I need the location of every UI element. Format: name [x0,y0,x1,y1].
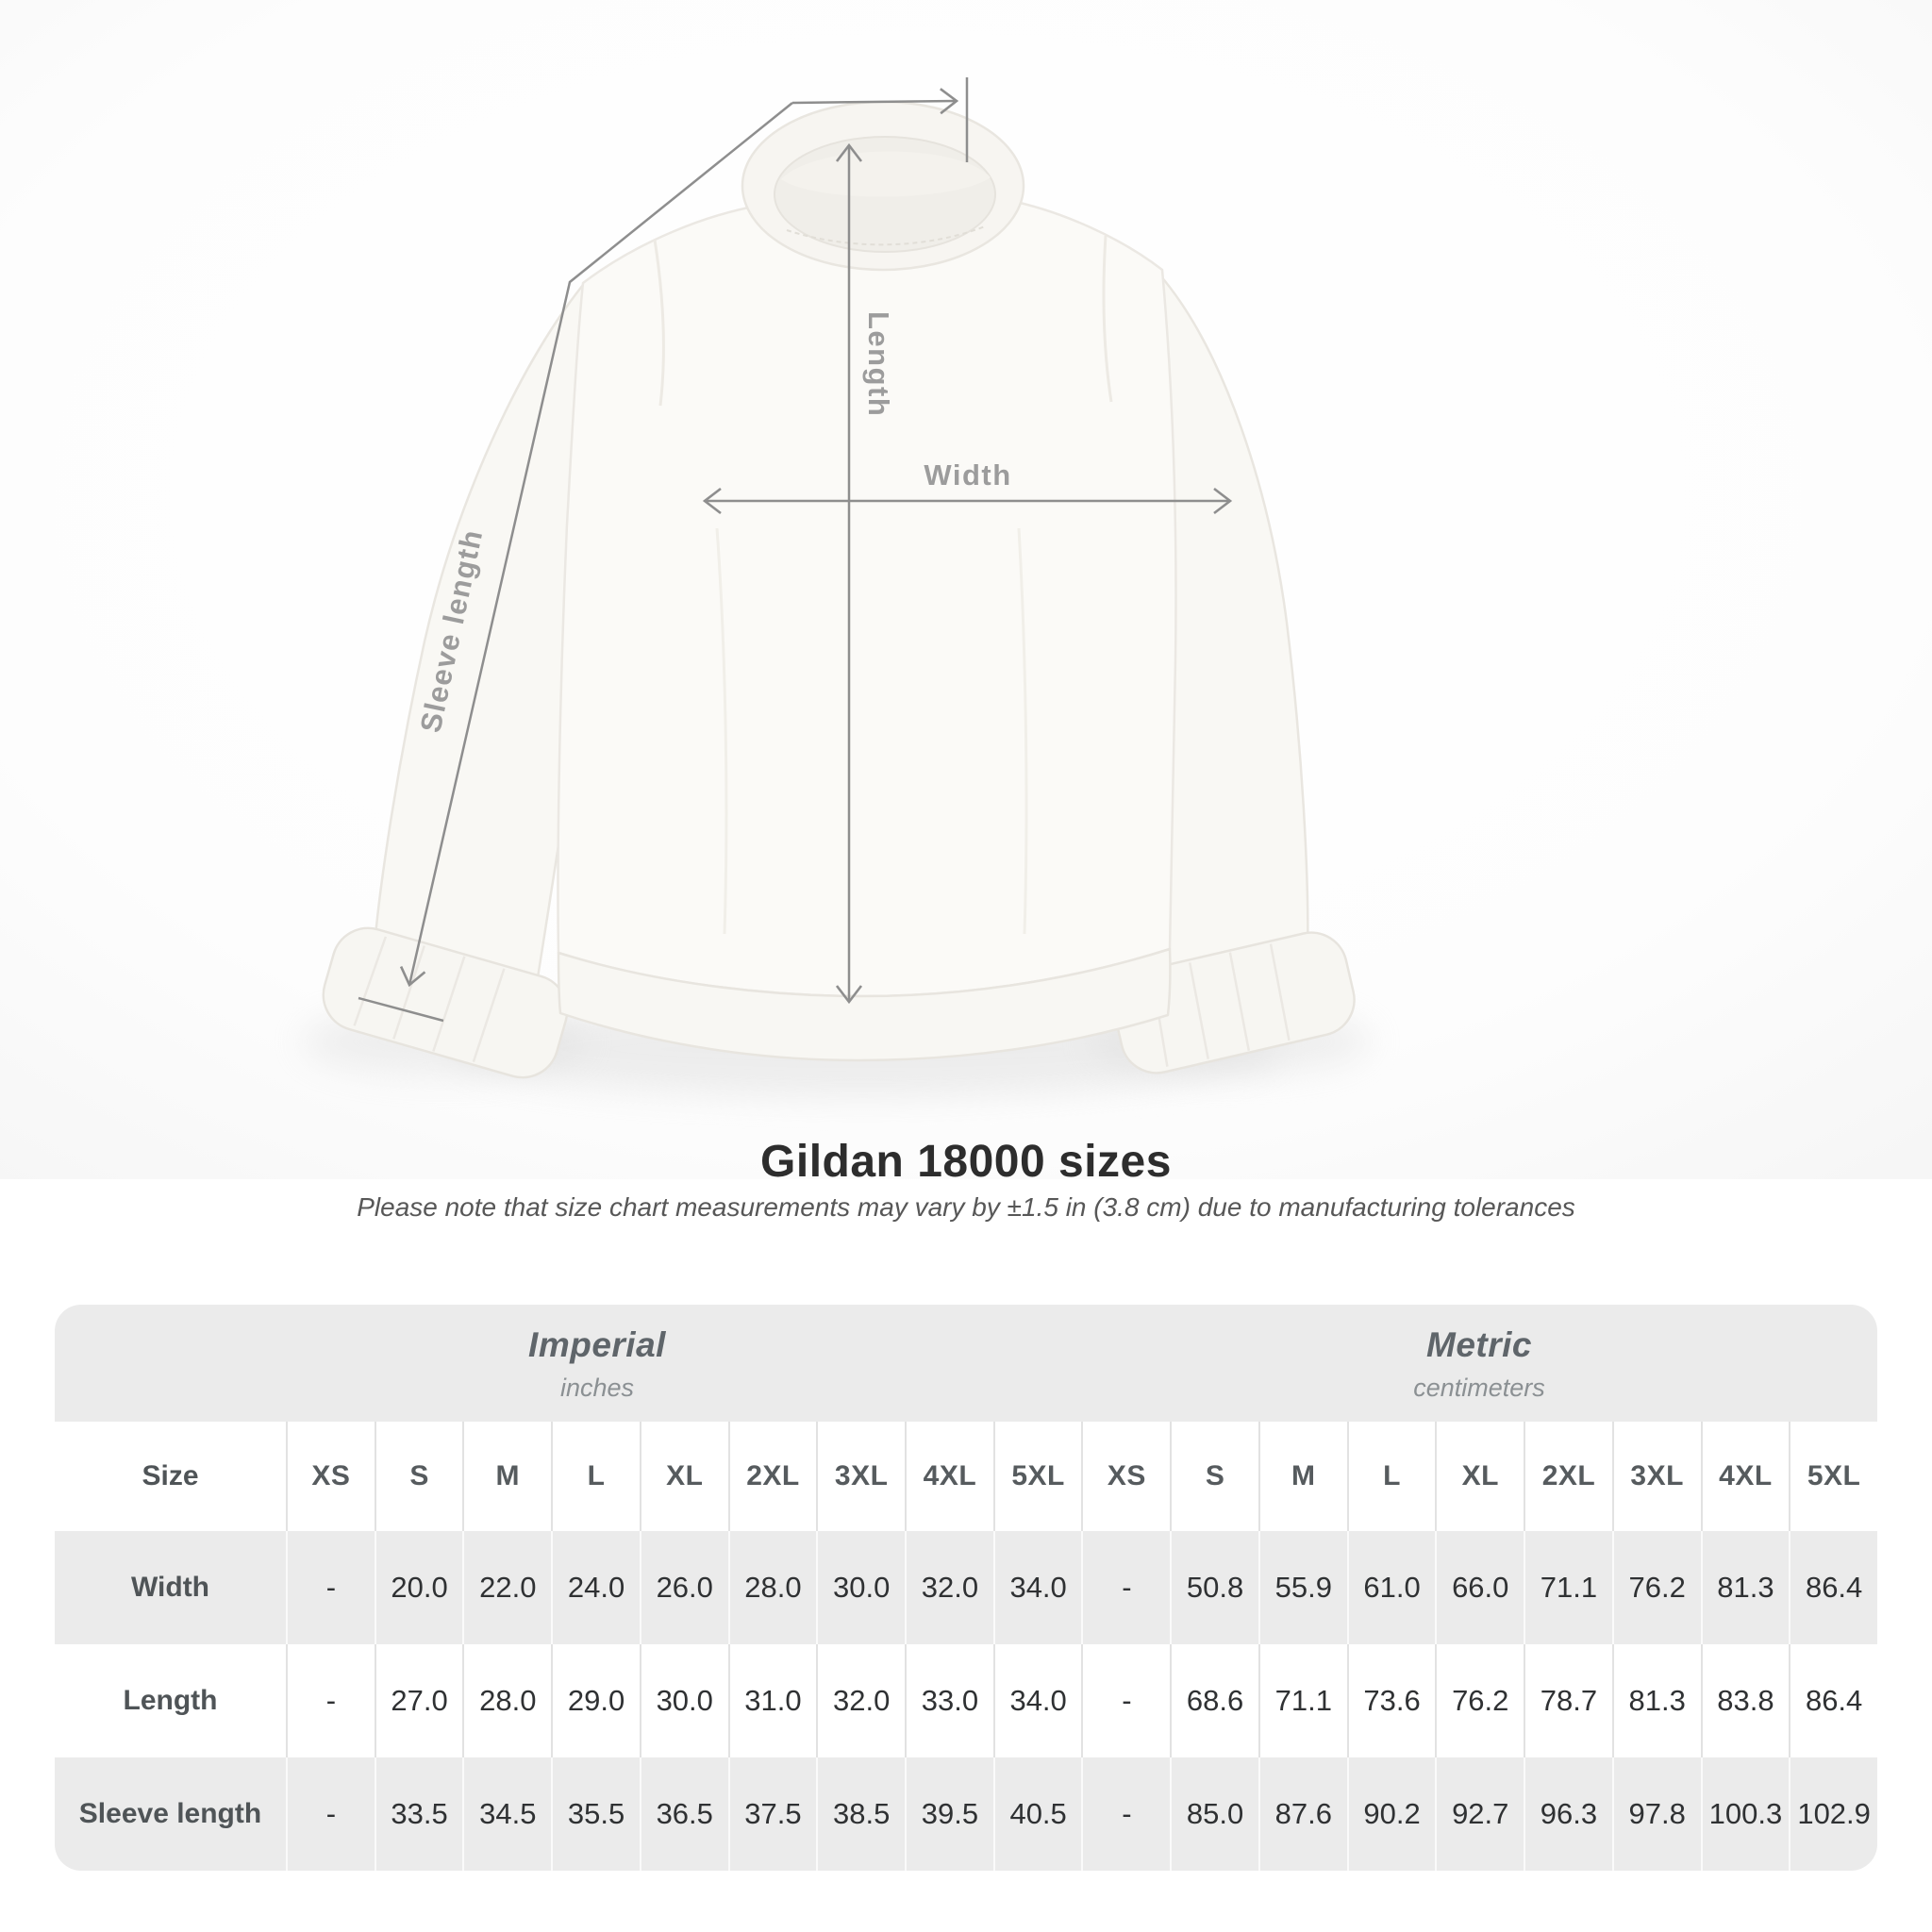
size-col-header-metric-xs: XS [1081,1422,1170,1531]
value-cell: 28.0 [462,1644,551,1757]
value-cell: - [1081,1757,1170,1871]
row-label: Width [130,1572,210,1603]
imperial-header [55,1305,1140,1422]
value-cell: 92.7 [1435,1757,1524,1871]
value-cell: 97.8 [1612,1757,1701,1871]
value-cell: 22.0 [462,1531,551,1644]
metric-title: Metric [1426,1325,1532,1364]
value-cell: 38.5 [816,1757,905,1871]
value-cell: 83.8 [1701,1644,1790,1757]
value-cell: 50.8 [1170,1531,1258,1644]
value-cell: - [1081,1644,1170,1757]
size-col-header-imperial-s: S [375,1422,463,1531]
value-cell: 76.2 [1612,1531,1701,1644]
value-cell: 29.0 [551,1644,640,1757]
value-cell: 85.0 [1170,1757,1258,1871]
value-cell: 66.0 [1435,1531,1524,1644]
value-cell: 73.6 [1347,1644,1436,1757]
value-cell: 71.1 [1258,1644,1347,1757]
value-cell: 55.9 [1258,1531,1347,1644]
value-cell: 32.0 [816,1644,905,1757]
value-cell: 34.5 [462,1757,551,1871]
size-col-header-imperial-5xl: 5XL [993,1422,1082,1531]
width-label: Width [924,458,1012,491]
size-col-header-imperial-l: L [551,1422,640,1531]
value-cell: 33.0 [905,1644,993,1757]
value-cell: 37.5 [728,1757,817,1871]
size-col-header-metric-5xl: 5XL [1789,1422,1877,1531]
size-col-header-metric-4xl: 4XL [1701,1422,1790,1531]
value-cell: 102.9 [1789,1757,1877,1871]
value-cell: - [286,1644,375,1757]
value-cell: 81.3 [1612,1644,1701,1757]
value-cell: 86.4 [1789,1531,1877,1644]
value-cell: 31.0 [728,1644,817,1757]
page-subtitle: Please note that size chart measurements may vary by ±1.5 in (3.8 cm) due to manufacturing tolerances [357,1192,1575,1222]
unit-header-band [55,1305,1877,1422]
value-cell: 86.4 [1789,1644,1877,1757]
metric-unit: centimeters [1413,1374,1545,1402]
value-cell: 30.0 [640,1644,728,1757]
size-col-header-imperial-m: M [462,1422,551,1531]
value-cell: 90.2 [1347,1757,1436,1871]
value-cell: 96.3 [1524,1757,1612,1871]
size-col-header-metric-m: M [1258,1422,1347,1531]
metric-header [1081,1305,1877,1422]
sleeve-length-label: Sleeve length [413,525,490,736]
size-col-header-imperial-3xl: 3XL [816,1422,905,1531]
size-col-header-imperial-xl: XL [640,1422,728,1531]
size-col-header-imperial-4xl: 4XL [905,1422,993,1531]
value-cell: 61.0 [1347,1531,1436,1644]
value-cell: 30.0 [816,1531,905,1644]
value-cell: 100.3 [1701,1757,1790,1871]
value-cell: - [1081,1531,1170,1644]
size-col-header-metric-l: L [1347,1422,1436,1531]
value-cell: 27.0 [375,1644,463,1757]
table-row-sleeve-length [55,1757,1877,1871]
row-label: Sleeve length [78,1798,262,1829]
value-cell: 20.0 [375,1531,463,1644]
size-col-header-metric-2xl: 2XL [1524,1422,1612,1531]
table-row-width [55,1531,1877,1644]
value-cell: 24.0 [551,1531,640,1644]
value-cell: 78.7 [1524,1644,1612,1757]
size-chart-table [55,1305,1877,1871]
value-cell: 87.6 [1258,1757,1347,1871]
value-cell: 26.0 [640,1531,728,1644]
row-label: Length [123,1685,218,1716]
size-col-header-metric-3xl: 3XL [1612,1422,1701,1531]
value-cell: 68.6 [1170,1644,1258,1757]
size-col-header-imperial-2xl: 2XL [728,1422,817,1531]
table-body [55,1531,1877,1871]
value-cell: 76.2 [1435,1644,1524,1757]
value-cell: 28.0 [728,1531,817,1644]
imperial-title: Imperial [528,1325,666,1364]
value-cell: 35.5 [551,1757,640,1871]
value-cell: - [286,1531,375,1644]
value-cell: 36.5 [640,1757,728,1871]
size-col-header-metric-s: S [1170,1422,1258,1531]
value-cell: 34.0 [993,1644,1082,1757]
size-col-header-imperial-xs: XS [286,1422,375,1531]
length-label: Length [862,311,895,418]
value-cell: 81.3 [1701,1531,1790,1644]
value-cell: 40.5 [993,1757,1082,1871]
value-cell: 32.0 [905,1531,993,1644]
size-col-header-metric-xl: XL [1435,1422,1524,1531]
imperial-unit: inches [559,1374,635,1402]
value-cell: 71.1 [1524,1531,1612,1644]
value-cell: - [286,1757,375,1871]
value-cell: 34.0 [993,1531,1082,1644]
table-row-length [55,1644,1877,1757]
size-header-row [55,1422,1877,1531]
value-cell: 39.5 [905,1757,993,1871]
page-title: Gildan 18000 sizes [760,1137,1172,1187]
value-cell: 33.5 [375,1757,463,1871]
size-column-header: Size [142,1460,199,1491]
